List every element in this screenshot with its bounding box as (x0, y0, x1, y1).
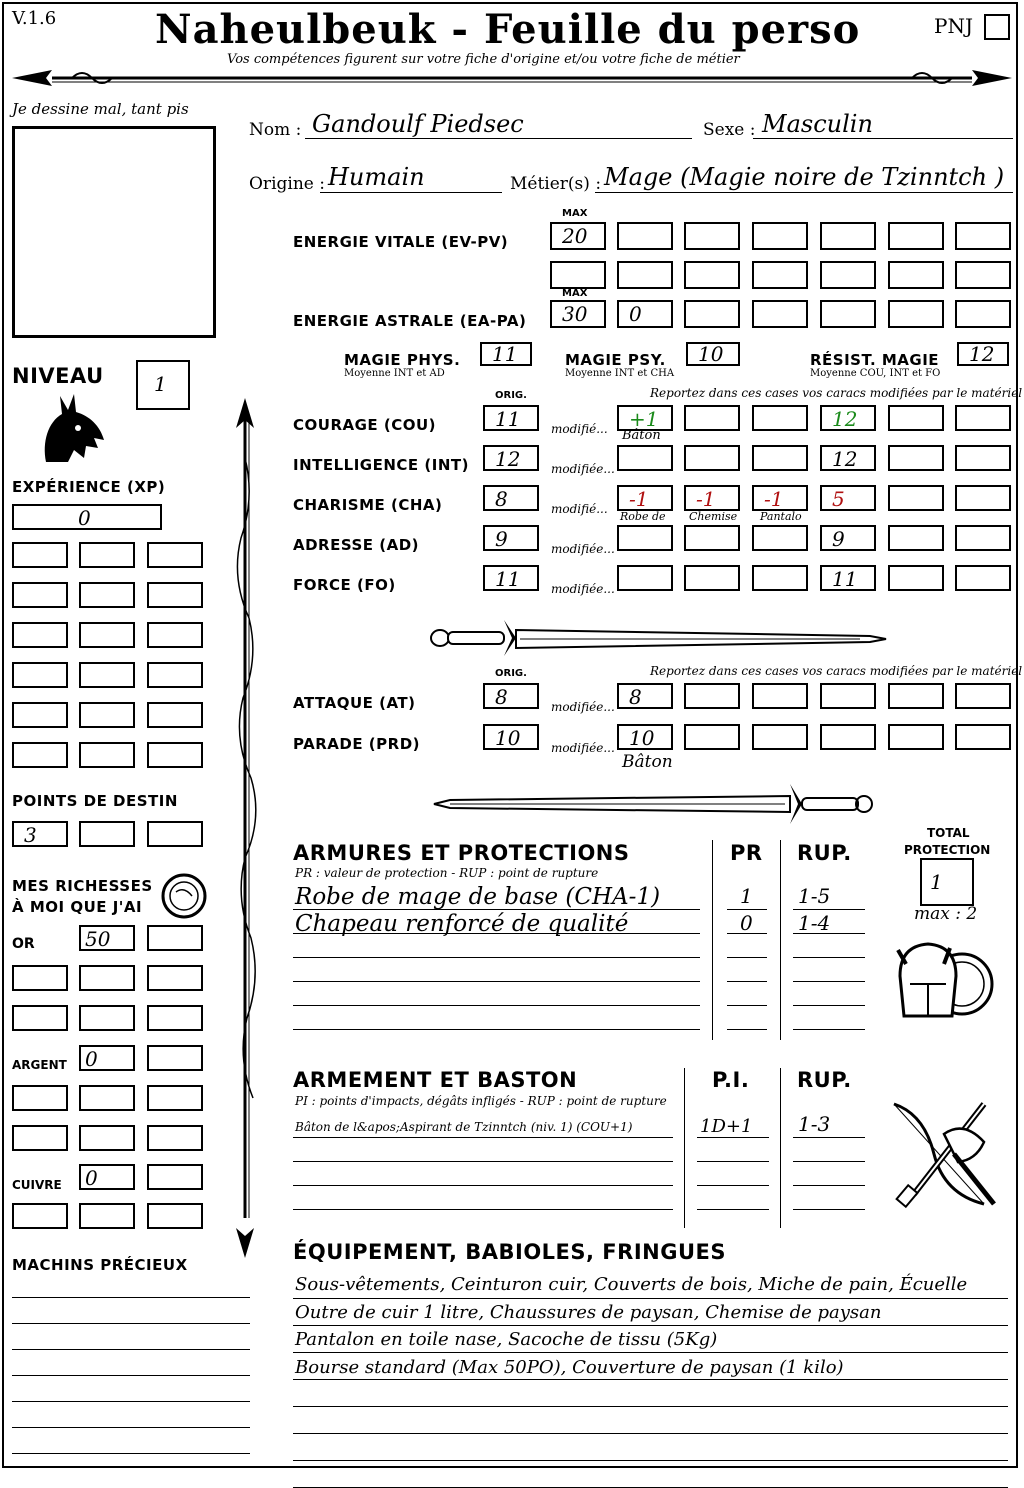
argent-cell[interactable] (79, 1125, 135, 1151)
at-box[interactable] (955, 683, 1011, 709)
armure-pr-line[interactable] (727, 933, 767, 934)
ev-box[interactable] (684, 261, 740, 289)
cuivre-label: CUIVRE (12, 1178, 62, 1192)
machins-line[interactable] (12, 1323, 250, 1324)
equipement-line-rule[interactable] (293, 1298, 1008, 1299)
origine-value: Humain (328, 163, 425, 191)
nom-value: Gandoulf Piedsec (312, 110, 524, 138)
arme-name: Bâton de l&apos;Aspirant de Tzinntch (niv. 1) (COU+1) (295, 1120, 633, 1134)
ev-box[interactable] (888, 261, 944, 289)
ea-current-box[interactable]: 0 (617, 300, 673, 328)
cha-box[interactable] (955, 485, 1011, 511)
or-box[interactable]: 50 (79, 925, 135, 951)
xp-label: EXPÉRIENCE (XP) (12, 478, 166, 496)
equipement-line-rule[interactable] (293, 1352, 1008, 1353)
argent-label: ARGENT (12, 1058, 67, 1072)
arme-rup-line[interactable] (793, 1209, 865, 1210)
richesses-label: MES RICHESSES (12, 877, 153, 895)
weapons-icon (884, 1094, 1004, 1214)
xp-cell[interactable] (79, 542, 135, 568)
armure-pr-line[interactable] (727, 1029, 767, 1030)
arme-line[interactable] (293, 1161, 673, 1162)
or-cell[interactable] (12, 1005, 68, 1031)
machins-line[interactable] (12, 1427, 250, 1428)
cou-final-box[interactable]: 12 (820, 405, 876, 431)
armement-rup-header: RUP. (797, 1068, 852, 1092)
sword-icon (430, 780, 875, 828)
int-box[interactable] (752, 445, 808, 471)
arme-pi-line[interactable] (697, 1185, 769, 1186)
armure-line[interactable] (293, 1005, 700, 1006)
ev-box[interactable] (955, 222, 1011, 250)
armure-pr: 0 (740, 911, 753, 935)
xp-cell[interactable] (79, 742, 135, 768)
cha-orig-box[interactable]: 8 (483, 485, 539, 511)
xp-cell[interactable] (12, 582, 68, 608)
armement-title: ARMEMENT ET BASTON (293, 1068, 578, 1092)
cha-mod3-note: Pantalo (760, 510, 802, 523)
armure-name: Chapeau renforcé de qualité (295, 911, 629, 937)
at-label: ATTAQUE (AT) (293, 694, 416, 712)
cha-modifie: modifié... (551, 502, 608, 516)
equipement-line-rule[interactable] (293, 1433, 1008, 1434)
armure-line[interactable] (293, 1029, 700, 1030)
fo-box[interactable] (684, 565, 740, 591)
armure-rup-line[interactable] (793, 933, 865, 934)
prd-mod-note: Bâton (622, 752, 673, 772)
fo-box[interactable] (955, 565, 1011, 591)
fo-final-box[interactable]: 11 (820, 565, 876, 591)
ad-orig-box[interactable]: 9 (483, 525, 539, 551)
at-box[interactable] (820, 683, 876, 709)
sexe-value: Masculin (762, 110, 873, 138)
orig-label: ORIG. (495, 390, 527, 401)
cha-label: CHARISME (CHA) (293, 496, 443, 514)
ea-box[interactable] (888, 300, 944, 328)
int-label: INTELLIGENCE (INT) (293, 456, 469, 474)
xp-cell[interactable] (12, 662, 68, 688)
ea-box[interactable] (752, 300, 808, 328)
prd-box[interactable] (888, 724, 944, 750)
staff-icon (228, 398, 262, 1258)
armement-pi-header: P.I. (712, 1068, 750, 1092)
prd-orig-box[interactable]: 10 (483, 724, 539, 750)
ev-label: ENERGIE VITALE (EV-PV) (293, 233, 509, 251)
metier-label: Métier(s) : (510, 174, 602, 194)
ea-box[interactable] (684, 300, 740, 328)
ad-box[interactable] (752, 525, 808, 551)
cha-mod2-box[interactable]: -1 (684, 485, 740, 511)
cou-mod-box[interactable]: +1 (617, 405, 673, 431)
fo-box[interactable] (752, 565, 808, 591)
ev-box[interactable] (752, 261, 808, 289)
ev-box[interactable] (550, 261, 606, 289)
equipement-line: Sous-vêtements, Ceinturon cuir, Couverts de bois, Miche de pain, Écuelle (295, 1274, 968, 1295)
fo-label: FORCE (FO) (293, 576, 396, 594)
armure-line[interactable] (293, 957, 700, 958)
prd-box[interactable] (820, 724, 876, 750)
sheet-subtitle: Vos compétences figurent sur votre fiche d'origine et/ou votre fiche de métier (227, 52, 740, 67)
prd-label: PARADE (PRD) (293, 735, 421, 753)
int-box[interactable] (684, 445, 740, 471)
xp-cell[interactable] (12, 702, 68, 728)
nom-label: Nom : (249, 120, 302, 140)
cou-label: COURAGE (COU) (293, 416, 437, 434)
armures-divider (780, 840, 781, 1040)
xp-cell[interactable] (12, 742, 68, 768)
cha-mod3-box[interactable]: -1 (752, 485, 808, 511)
fo-box[interactable] (617, 565, 673, 591)
equipement-line-rule[interactable] (293, 1325, 1008, 1326)
total-protection-max: max : 2 (914, 904, 978, 924)
at-mod-box[interactable]: 8 (617, 683, 673, 709)
destin-box[interactable] (147, 821, 203, 847)
coin-icon (160, 872, 208, 920)
arme-line[interactable] (293, 1209, 673, 1210)
ad-modifiee: modifiée... (551, 542, 615, 556)
prd-box[interactable] (684, 724, 740, 750)
armure-rup-line[interactable] (793, 909, 865, 910)
niveau-box[interactable]: 1 (136, 360, 190, 410)
or-cell[interactable] (147, 965, 203, 991)
armure-line[interactable] (293, 933, 700, 934)
int-orig-box[interactable]: 12 (483, 445, 539, 471)
at-box[interactable] (888, 683, 944, 709)
sheet-title: Naheulbeuk - Feuille du perso (155, 6, 861, 53)
at-modifiee: modifiée... (551, 700, 615, 714)
arme-rup: 1-3 (798, 1112, 831, 1136)
origine-label: Origine : (249, 174, 325, 194)
ev-box[interactable] (820, 222, 876, 250)
ad-label: ADRESSE (AD) (293, 536, 420, 554)
ea-box[interactable] (955, 300, 1011, 328)
equipement-line: Bourse standard (Max 50PO), Couverture de paysan (1 kilo) (295, 1357, 844, 1378)
sword-icon (430, 612, 890, 662)
arme-pi: 1D+1 (700, 1116, 753, 1137)
arme-rup-line[interactable] (793, 1137, 865, 1138)
armure-rup-line[interactable] (793, 1005, 865, 1006)
dragon-icon (38, 392, 108, 464)
xp-cell[interactable] (79, 582, 135, 608)
at-box[interactable] (752, 683, 808, 709)
armure-rup: 1-5 (798, 884, 831, 908)
destin-box[interactable] (79, 821, 135, 847)
armure-rup-line[interactable] (793, 1029, 865, 1030)
equipement-line: Outre de cuir 1 litre, Chaussures de paysan, Chemise de paysan (295, 1302, 882, 1323)
armure-pr-line[interactable] (727, 1005, 767, 1006)
equipement-line-rule[interactable] (293, 1379, 1008, 1380)
cha-mod1-box[interactable]: -1 (617, 485, 673, 511)
ad-box[interactable] (888, 525, 944, 551)
destin-box[interactable]: 3 (12, 821, 68, 847)
total-protection-label: TOTAL (927, 826, 970, 840)
cuivre-cell[interactable] (147, 1203, 203, 1229)
cuivre-cell[interactable] (12, 1203, 68, 1229)
ea-max-label: MAX (562, 288, 588, 299)
ad-final-box[interactable]: 9 (820, 525, 876, 551)
armure-rup-line[interactable] (793, 981, 865, 982)
total-protection-box[interactable]: 1 (920, 858, 974, 906)
or-label: OR (12, 936, 35, 952)
fo-orig-box[interactable]: 11 (483, 565, 539, 591)
ev-box[interactable] (617, 222, 673, 250)
magie-phys-box[interactable]: 11 (480, 342, 532, 366)
armure-name: Robe de mage de base (CHA-1) (295, 884, 661, 910)
machins-line[interactable] (12, 1349, 250, 1350)
or-cell[interactable] (79, 965, 135, 991)
resist-magie-note: Moyenne COU, INT et FO (810, 368, 941, 379)
armure-pr-line[interactable] (727, 981, 767, 982)
sexe-label: Sexe : (703, 120, 756, 140)
niveau-label: NIVEAU (12, 364, 104, 388)
int-final-box[interactable]: 12 (820, 445, 876, 471)
argent-box[interactable]: 0 (79, 1045, 135, 1071)
xp-cell[interactable] (79, 622, 135, 648)
armures-divider (712, 840, 713, 1040)
resist-magie-label: RÉSIST. MAGIE (810, 351, 940, 369)
at-orig-box[interactable]: 8 (483, 683, 539, 709)
carac-note: Reportez dans ces cases vos caracs modifiées par le matériel (650, 386, 1023, 400)
cou-box[interactable] (888, 405, 944, 431)
prd-mod-box[interactable]: 10 (617, 724, 673, 750)
prd-box[interactable] (955, 724, 1011, 750)
xp-box[interactable]: 0 (12, 504, 162, 530)
prd-modifiee: modifiée... (551, 741, 615, 755)
cou-box[interactable] (752, 405, 808, 431)
cou-modifie: modifié... (551, 422, 608, 436)
arme-rup-line[interactable] (793, 1185, 865, 1186)
armure-pr-line[interactable] (727, 909, 767, 910)
cou-orig-box[interactable]: 11 (483, 405, 539, 431)
cha-mod2-note: Chemise (689, 510, 738, 523)
cha-mod1-note: Robe de (620, 510, 666, 523)
arme-line[interactable] (293, 1185, 673, 1186)
armure-rup: 1-4 (798, 911, 831, 935)
cou-mod-note: Bâton (622, 428, 661, 443)
armure-pr: 1 (740, 884, 753, 908)
cha-box[interactable] (888, 485, 944, 511)
int-modifiee: modifiée... (551, 462, 615, 476)
helmet-shield-icon (892, 930, 996, 1036)
portrait-caption: Je dessine mal, tant pis (12, 100, 189, 118)
armures-rup-header: RUP. (797, 841, 852, 865)
armures-note: PR : valeur de protection - RUP : point de rupture (295, 866, 599, 880)
machins-line[interactable] (12, 1453, 250, 1454)
magie-phys-label: MAGIE PHYS. (344, 351, 461, 369)
armure-line[interactable] (293, 981, 700, 982)
machins-line[interactable] (12, 1375, 250, 1376)
combat-note: Reportez dans ces cases vos caracs modifiées par le matériel (650, 664, 1023, 678)
arme-pi-line[interactable] (697, 1209, 769, 1210)
pnj-label: PNJ (934, 14, 973, 38)
int-box[interactable] (955, 445, 1011, 471)
fo-box[interactable] (888, 565, 944, 591)
machins-label: MACHINS PRÉCIEUX (12, 1256, 188, 1274)
destin-label: POINTS DE DESTIN (12, 792, 178, 810)
ea-max-box[interactable]: 30 (550, 300, 606, 328)
cuivre-box[interactable]: 0 (79, 1164, 135, 1190)
armement-divider (780, 1068, 781, 1228)
pnj-checkbox[interactable] (984, 14, 1010, 40)
ev-box[interactable] (888, 222, 944, 250)
magie-psy-box[interactable]: 10 (686, 342, 740, 366)
equipement-line-rule[interactable] (293, 1406, 1008, 1407)
xp-cell[interactable] (147, 742, 203, 768)
cuivre-box[interactable] (147, 1164, 203, 1190)
at-box[interactable] (684, 683, 740, 709)
cuivre-cell[interactable] (79, 1203, 135, 1229)
ea-box[interactable] (820, 300, 876, 328)
or-cell[interactable] (12, 965, 68, 991)
portrait-box[interactable] (12, 126, 216, 338)
total-protection-label-2: PROTECTION (904, 843, 991, 857)
ev-max-label: MAX (562, 208, 588, 219)
ea-label: ENERGIE ASTRALE (EA-PA) (293, 312, 527, 330)
magie-phys-note: Moyenne INT et AD (344, 368, 445, 379)
argent-cell[interactable] (147, 1085, 203, 1111)
ev-box[interactable] (955, 261, 1011, 289)
argent-cell[interactable] (79, 1085, 135, 1111)
armure-pr-line[interactable] (727, 957, 767, 958)
armure-line[interactable] (293, 909, 700, 910)
equipement-line: Pantalon en toile nase, Sacoche de tissu (5Kg) (295, 1329, 718, 1350)
armures-title: ARMURES ET PROTECTIONS (293, 841, 630, 865)
ev-box[interactable] (684, 222, 740, 250)
armure-rup-line[interactable] (793, 957, 865, 958)
cha-final-box[interactable]: 5 (820, 485, 876, 511)
ad-box[interactable] (617, 525, 673, 551)
argent-box[interactable] (147, 1045, 203, 1071)
metier-value: Mage (Magie noire de Tzinntch ) (604, 163, 1005, 191)
ev-box[interactable] (752, 222, 808, 250)
ev-max-box[interactable]: 20 (550, 222, 606, 250)
spear-divider-icon (12, 64, 1012, 92)
prd-box[interactable] (752, 724, 808, 750)
xp-cell[interactable] (147, 702, 203, 728)
resist-magie-box[interactable]: 12 (957, 342, 1009, 366)
argent-cell[interactable] (147, 1125, 203, 1151)
ev-box[interactable] (820, 261, 876, 289)
xp-cell[interactable] (12, 622, 68, 648)
arme-pi-line[interactable] (697, 1161, 769, 1162)
xp-cell[interactable] (147, 542, 203, 568)
or-box[interactable] (147, 925, 203, 951)
xp-cell[interactable] (79, 702, 135, 728)
xp-cell[interactable] (12, 542, 68, 568)
machins-line[interactable] (12, 1297, 250, 1298)
armement-note: PI : points d'impacts, dégâts infligés - RUP : point de rupture (295, 1094, 667, 1108)
ad-box[interactable] (684, 525, 740, 551)
arme-line[interactable] (293, 1137, 673, 1138)
xp-cell[interactable] (79, 662, 135, 688)
equipement-title: ÉQUIPEMENT, BABIOLES, FRINGUES (293, 1240, 726, 1264)
int-box[interactable] (617, 445, 673, 471)
armement-divider (684, 1068, 685, 1228)
xp-cell[interactable] (147, 582, 203, 608)
or-cell[interactable] (147, 1005, 203, 1031)
magie-psy-label: MAGIE PSY. (565, 351, 666, 369)
arme-pi-line[interactable] (697, 1137, 769, 1138)
ev-box[interactable] (617, 261, 673, 289)
argent-cell[interactable] (12, 1125, 68, 1151)
int-box[interactable] (888, 445, 944, 471)
xp-cell[interactable] (147, 622, 203, 648)
cou-box[interactable] (955, 405, 1011, 431)
or-cell[interactable] (79, 1005, 135, 1031)
ad-box[interactable] (955, 525, 1011, 551)
magie-psy-note: Moyenne INT et CHA (565, 368, 675, 379)
machins-line[interactable] (12, 1401, 250, 1402)
armures-pr-header: PR (730, 841, 763, 865)
equipement-line-rule[interactable] (293, 1460, 1008, 1461)
xp-cell[interactable] (147, 662, 203, 688)
argent-cell[interactable] (12, 1085, 68, 1111)
arme-rup-line[interactable] (793, 1161, 865, 1162)
cou-box[interactable] (684, 405, 740, 431)
fo-modifiee: modifiée... (551, 582, 615, 596)
richesses-label-2: À MOI QUE J'AI (12, 898, 143, 916)
combat-orig-label: ORIG. (495, 668, 527, 679)
version-label: V.1.6 (12, 8, 57, 29)
